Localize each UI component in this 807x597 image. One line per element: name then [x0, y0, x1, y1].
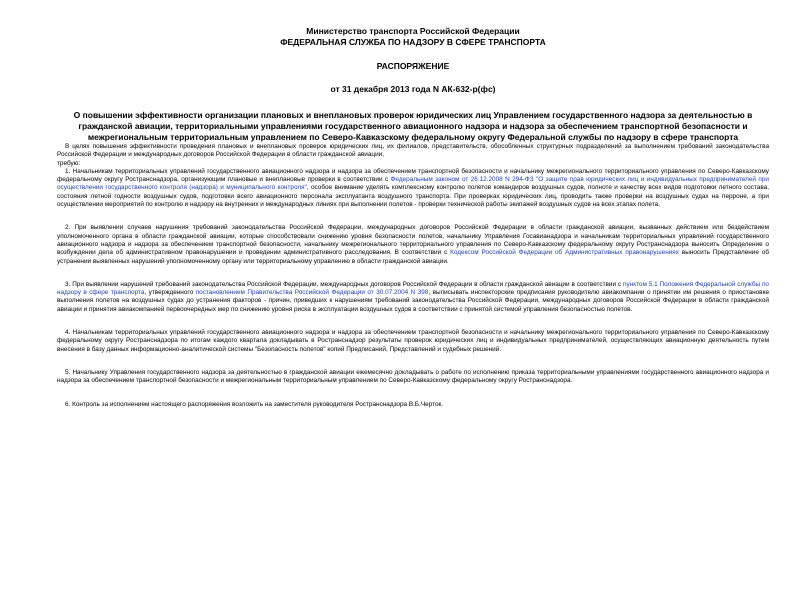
item-1-text-b: , особое внимание уделять комплексному контролю полетов командиров воздушных судов, полноте и качеству всех видов подготовки летного состава, состояния летной годности воздушных судов, подготовки всего авиационного персонала эксплуатанта воздушного транспорта. При проверках юридических лиц, проводить также проверки на воздушных судах на перроне, а при осуществлении мероприятий по контролю и надзору на внутренних и международных линиях при выполнении полетов - проверки технической работы экипажей воздушных судов на всех этапах полета. — [57, 184, 769, 209]
regulation-5-1-link[interactable]: пунктом 5.1 Положения Федеральной службы по надзору в сфере транспорта — [57, 280, 769, 297]
item-2 — [57, 224, 769, 265]
document-page — [0, 26, 807, 597]
item-3-text-a: 3. При выявлении нарушений требований законодательства Российской Федерации, международных договоров Российской Федерации в области гражданской авиации в соответствии с — [65, 280, 624, 288]
item-2-text-b: выносить Представление об устранении выявленных нарушений уполномоченному органу или территориальному управлению в области гражданской авиации. — [57, 249, 770, 265]
service-name: ФЕДЕРАЛЬНАЯ СЛУЖБА ПО НАДЗОРУ В СФЕРЕ ТРАНСПОРТА — [280, 37, 546, 47]
order-type: РАСПОРЯЖЕНИЕ — [376, 61, 450, 71]
item-4: 4. Начальникам территориальных управлений государственного авиационного надзора и надзора за обеспечением транспортной безопасности и начальнику межрегионального территориального управления по Северо-Кавказскому федеральному округу Ространснадзора по итогам каждого квартала докладывать в Ространснадзор результаты проверок юридических лиц и индивидуальных предпринимателей, осуществляющих авиационную деятельность путем внесения в базу данных информационно-аналитической системы "Безопасность полетов" копий Предписаний, Представлений и судебных решений. — [57, 329, 769, 353]
item-6: 6. Контроль за исполнением настоящего распоряжения возложить на заместителя руководителя Ространснадзора В.Б.Черток. — [65, 400, 444, 408]
document-body — [57, 143, 769, 409]
requirement-line: требую: — [57, 159, 81, 167]
item-3-text-b: , утвержденного — [144, 289, 196, 297]
document-title: О повышении эффективности организации плановых и внеплановых проверок юридических лиц Управлением государственного надзора за деятельностью в гражданской авиации, территориальными управлениями государственного авиационного надзора и надзора за обеспечением транспортной безопасности и межрегиональным территориальным управлением по Северо-Кавказскому федеральному округу Федеральной службы по надзору в сфере транспорта — [73, 110, 753, 142]
order-date: от 31 декабря 2013 года N АК-632-р(фс) — [330, 84, 496, 94]
law-294-fz-link[interactable]: Федеральным законом от 26.12.2008 N 294-ФЗ "О защите прав юридических лиц и индивидуальных предпринимателей при осуществлении государственного контроля (надзора) и муниципального контроля" — [57, 176, 769, 192]
item-3-text-c: , выписывать инспекторские предписания руководителю авиакомпании о принятии им решения о приостановке выполнения полетов на воздушных судах до устранения факторов - причин, приведших к нарушениям требований законодательства Российской Федерации, международных договоров Российской Федерации в области гражданской авиации и принятия авиакомпанией первоочередных мер по снижению уровня риска в эксплуатации воздушных судов в соответствии с принятой системой управления безопасностью полетов. — [57, 289, 770, 313]
item-2-text-a: 2. При выявлении случаев нарушения требований законодательства Российской Федерации, международных договоров Российской Федерации в области гражданской авиации, вызванных действием или бездействием уполномоченного органа в области гражданской авиации, которые способствовали снижению уровня безопасности полетов, начальнику Управления Госавианадзора и начальникам территориальных управлений государственного авиационного надзора и надзора за обеспечением транспортной безопасности, начальнику межрегионального территориального управления по Северо-Кавказскому федеральному округу Ространснадзора выносить Определение о возбуждении дела об административном правонарушении и проведении административного расследования. В соответствии с — [57, 224, 769, 257]
item-1-text-a: 1. Начальникам территориальных управлений государственного авиационного надзора и надзора за обеспечением транспортной безопасности и начальнику межрегионального территориального управления по Северо-Кавказскому федеральному округу Ространснадзора, организующим плановые и внеплановые проверки в соответствии с — [57, 167, 769, 184]
intro-paragraph: В целях повышения эффективности проведения плановых и внеплановых проверок юридических лиц, их филиалов, представительств, обособленных структурных подразделений за выполнением требований законодательства Российской Федерации и международных договоров Российской Федерации в области гражданской авиации, — [57, 143, 769, 159]
item-1 — [57, 168, 769, 209]
item-3 — [57, 281, 769, 314]
ministry-name: Министерство транспорта Российской Федерации — [306, 26, 520, 36]
koap-link[interactable]: Кодексом Российской Федерации об Административных правонарушениях — [450, 249, 679, 257]
item-5: 5. Начальнику Управления государственного надзора за деятельностью в гражданской авиации ежемесячно докладывать о работе по исполнению приказа территориальными управлениями государственного авиационного надзора и надзора за обеспечением транспортной безопасности и межрегиональным территориальным управлением по Северо-Кавказскому федеральному округу Ространснадзора. — [57, 368, 769, 385]
government-decree-398-link[interactable]: постановлением Правительства Российской Федерации от 30.07.2004 N 398 — [195, 289, 429, 297]
